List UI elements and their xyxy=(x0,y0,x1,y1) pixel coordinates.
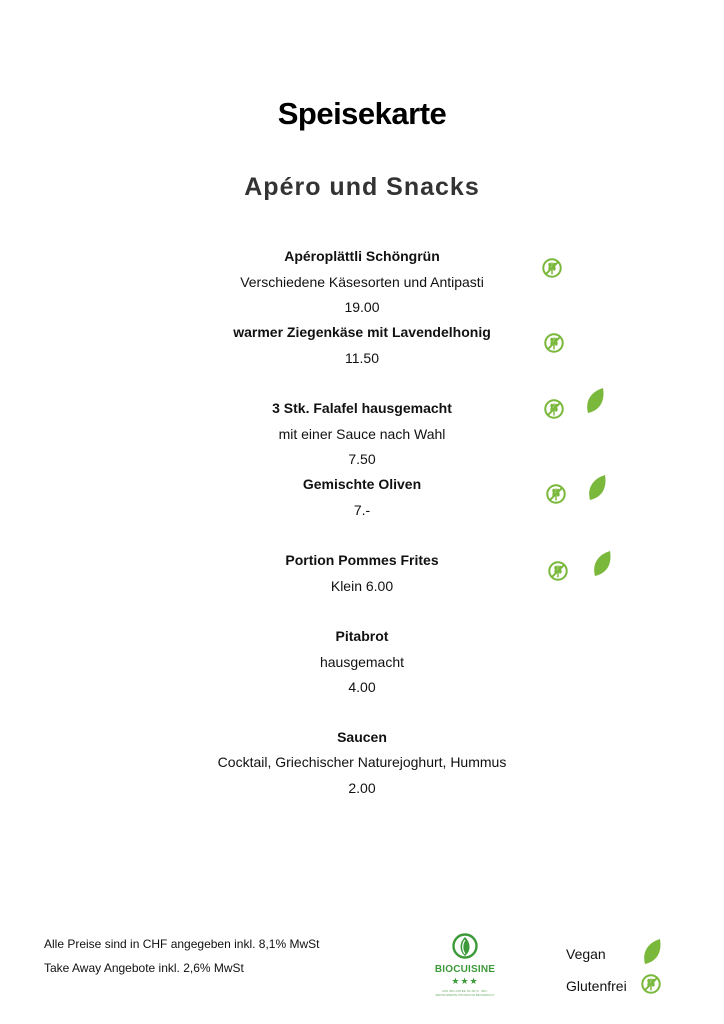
glutenfree-icon xyxy=(547,560,569,582)
logo-text: BIOCUISINE xyxy=(434,964,496,975)
menu-item-description: Cocktail, Griechischer Naturejoghurt, Hummus xyxy=(217,754,507,770)
menu-item-price: 4.00 xyxy=(348,679,376,695)
menu-item-description: Verschiedene Käsesorten und Antipasti xyxy=(240,274,484,290)
legend-vegan-label: Vegan xyxy=(566,946,606,962)
biocuisine-logo xyxy=(432,932,498,1002)
menu-item-price: 7.- xyxy=(353,502,371,518)
vegan-leaf-icon xyxy=(592,550,612,578)
section-title: Apéro und Snacks xyxy=(244,173,480,201)
vegan-leaf-icon xyxy=(642,938,662,966)
menu-item-name: Saucen xyxy=(337,729,387,745)
menu-item-price: 19.00 xyxy=(344,299,380,315)
biocuisine-emblem-icon xyxy=(452,932,478,962)
takeaway-note: Take Away Angebote inkl. 2,6% MwSt xyxy=(44,961,244,975)
glutenfree-icon xyxy=(541,257,563,279)
vegan-leaf-icon xyxy=(585,387,605,415)
glutenfree-icon xyxy=(545,483,567,505)
menu-item-name: 3 Stk. Falafel hausgemacht xyxy=(272,400,452,416)
menu-item-price: 11.50 xyxy=(345,350,379,366)
vegan-leaf-icon xyxy=(587,474,607,502)
menu-item-name: Portion Pommes Frites xyxy=(285,552,439,568)
menu-item-name: Gemischte Oliven xyxy=(302,476,422,492)
price-note: Alle Preise sind in CHF angegeben inkl. 8,1% MwSt xyxy=(44,937,320,951)
logo-fine-print: MIN. BIO-ANTEIL 50–90 % · BIO-ZERTIFIZIERTE PRODUKTE BEVORZUGT xyxy=(435,989,495,997)
glutenfree-icon xyxy=(543,332,565,354)
menu-item-description: hausgemacht xyxy=(319,654,405,670)
menu-item-name: Pitabrot xyxy=(335,628,389,644)
menu-item-price: 2.00 xyxy=(348,780,376,796)
menu-item-price: 7.50 xyxy=(348,451,376,467)
page-title: Speisekarte xyxy=(277,96,447,131)
legend-glutenfree-label: Glutenfrei xyxy=(566,978,627,994)
glutenfree-icon xyxy=(543,398,565,420)
menu-item-name: warmer Ziegenkäse mit Lavendelhonig xyxy=(233,324,491,340)
menu-item-price: Klein 6.00 xyxy=(330,578,394,594)
glutenfree-icon xyxy=(640,973,662,995)
menu-item-name: Apéroplättli Schöngrün xyxy=(284,248,440,264)
menu-item-description: mit einer Sauce nach Wahl xyxy=(278,426,446,442)
logo-stars: ★★★ xyxy=(451,976,479,986)
